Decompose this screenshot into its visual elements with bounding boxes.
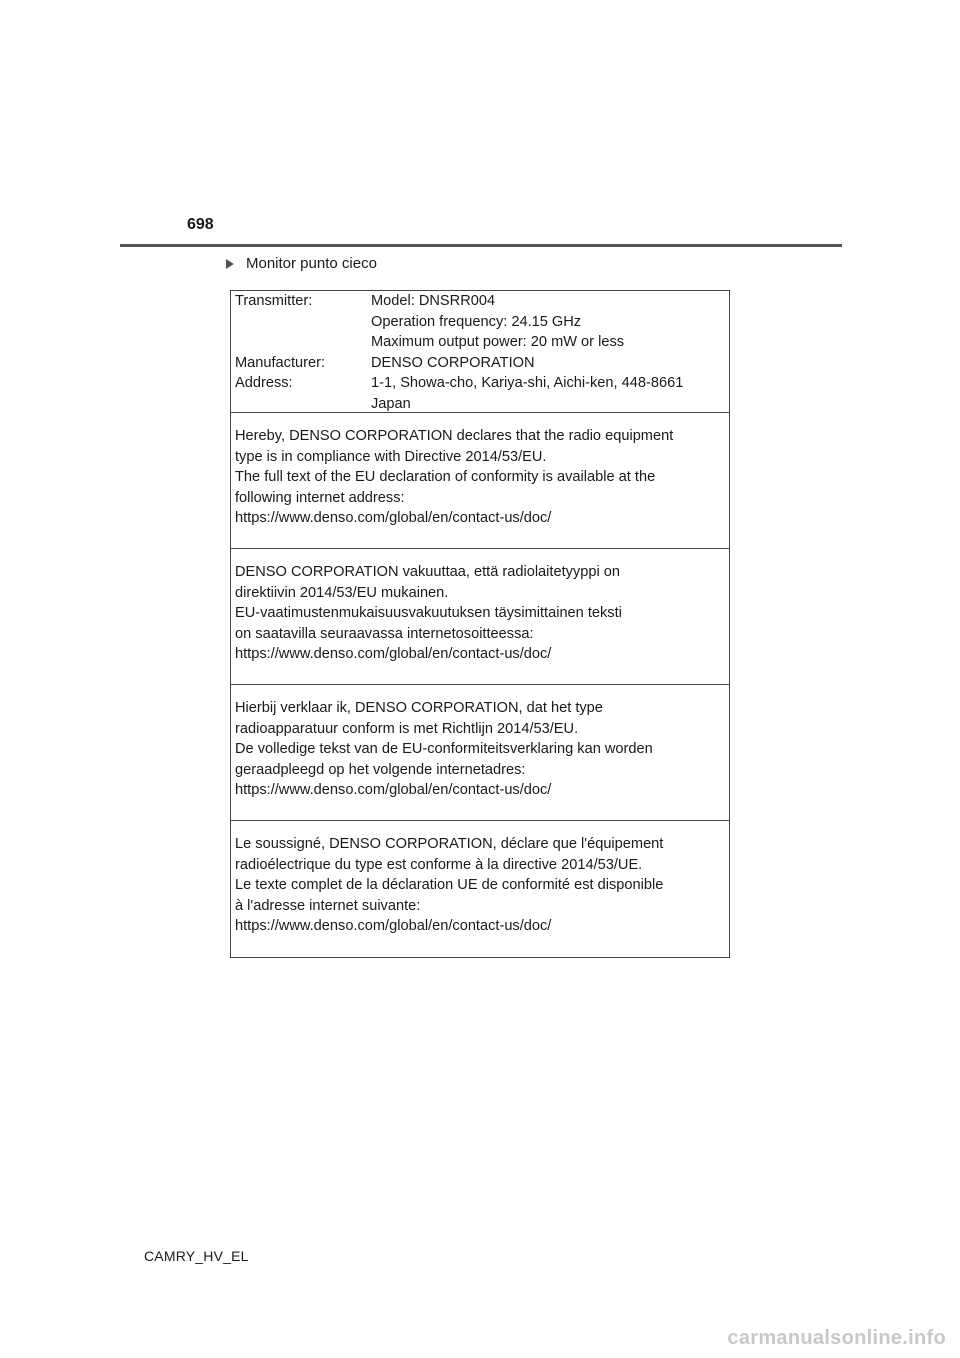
spec-row-transmitter bbox=[235, 291, 725, 353]
spec-value: Maximum output power: 20 mW or less bbox=[371, 334, 625, 350]
spec-value: Japan bbox=[371, 395, 411, 412]
spec-label: Transmitter: bbox=[235, 293, 313, 309]
site-watermark: carmanualsonline.info bbox=[727, 1327, 946, 1349]
section-title-text: Monitor punto cieco bbox=[246, 255, 377, 272]
spec-row-address bbox=[235, 373, 725, 414]
spec-value: Operation frequency: 24.15 GHz bbox=[371, 313, 582, 330]
declaration-french bbox=[231, 821, 729, 957]
declaration-line: radioapparatuur conform is met Richtlijn 2014/53/EU. bbox=[235, 720, 579, 737]
spec-row-manufacturer bbox=[235, 353, 725, 374]
spec-values bbox=[371, 291, 624, 353]
declaration-line: on saatavilla seuraavassa internetosoitteessa: bbox=[235, 625, 534, 642]
declaration-line: DENSO CORPORATION vakuuttaa, että radiolaitetyyppi on bbox=[235, 564, 620, 580]
spec-value: 1-1, Showa-cho, Kariya-shi, Aichi-ken, 448-8661 bbox=[371, 375, 684, 391]
document-code: CAMRY_HV_EL bbox=[144, 1248, 249, 1264]
spec-label: Address: bbox=[235, 375, 293, 391]
declaration-url[interactable]: https://www.denso.com/global/en/contact-us/doc/ bbox=[235, 918, 552, 934]
declaration-line: type is in compliance with Directive 2014/53/EU. bbox=[235, 448, 547, 465]
declaration-line: radioélectrique du type est conforme à la directive 2014/53/UE. bbox=[235, 856, 643, 873]
declaration-url[interactable]: https://www.denso.com/global/en/contact-us/doc/ bbox=[235, 782, 552, 798]
declaration-line: Le texte complet de la déclaration UE de conformité est disponible bbox=[235, 877, 664, 893]
transmitter-spec-cell bbox=[231, 291, 729, 413]
triangle-bullet-icon bbox=[226, 259, 234, 269]
spec-value: Model: DNSRR004 bbox=[371, 293, 496, 309]
declaration-line: direktiivin 2014/53/EU mukainen. bbox=[235, 584, 449, 601]
declaration-line: geraadpleegd op het volgende internetadres: bbox=[235, 761, 526, 778]
declaration-url[interactable]: https://www.denso.com/global/en/contact-us/doc/ bbox=[235, 646, 552, 662]
spec-values bbox=[371, 373, 683, 414]
declaration-line: The full text of the EU declaration of conformity is available at the bbox=[235, 469, 656, 485]
declaration-line: following internet address: bbox=[235, 489, 405, 506]
header-rule bbox=[120, 244, 842, 247]
declaration-line: Le soussigné, DENSO CORPORATION, déclare que l'équipement bbox=[235, 836, 664, 852]
declaration-line: Hereby, DENSO CORPORATION declares that the radio equipment bbox=[235, 428, 674, 444]
declaration-line: à l'adresse internet suivante: bbox=[235, 897, 421, 914]
declaration-english bbox=[231, 413, 729, 549]
declaration-line: De volledige tekst van de EU-conformiteitsverklaring kan worden bbox=[235, 741, 653, 757]
compliance-table bbox=[230, 290, 730, 958]
spec-value: DENSO CORPORATION bbox=[371, 354, 535, 371]
declaration-dutch bbox=[231, 685, 729, 821]
page-number: 698 bbox=[187, 216, 214, 233]
declaration-url[interactable]: https://www.denso.com/global/en/contact-us/doc/ bbox=[235, 510, 552, 526]
declaration-line: EU-vaatimustenmukaisuusvakuutuksen täysimittainen teksti bbox=[235, 605, 622, 621]
declaration-line: Hierbij verklaar ik, DENSO CORPORATION, dat het type bbox=[235, 700, 603, 716]
spec-label: Manufacturer: bbox=[235, 354, 326, 371]
declaration-finnish bbox=[231, 549, 729, 685]
section-title bbox=[222, 255, 377, 272]
spec-values bbox=[371, 353, 535, 374]
